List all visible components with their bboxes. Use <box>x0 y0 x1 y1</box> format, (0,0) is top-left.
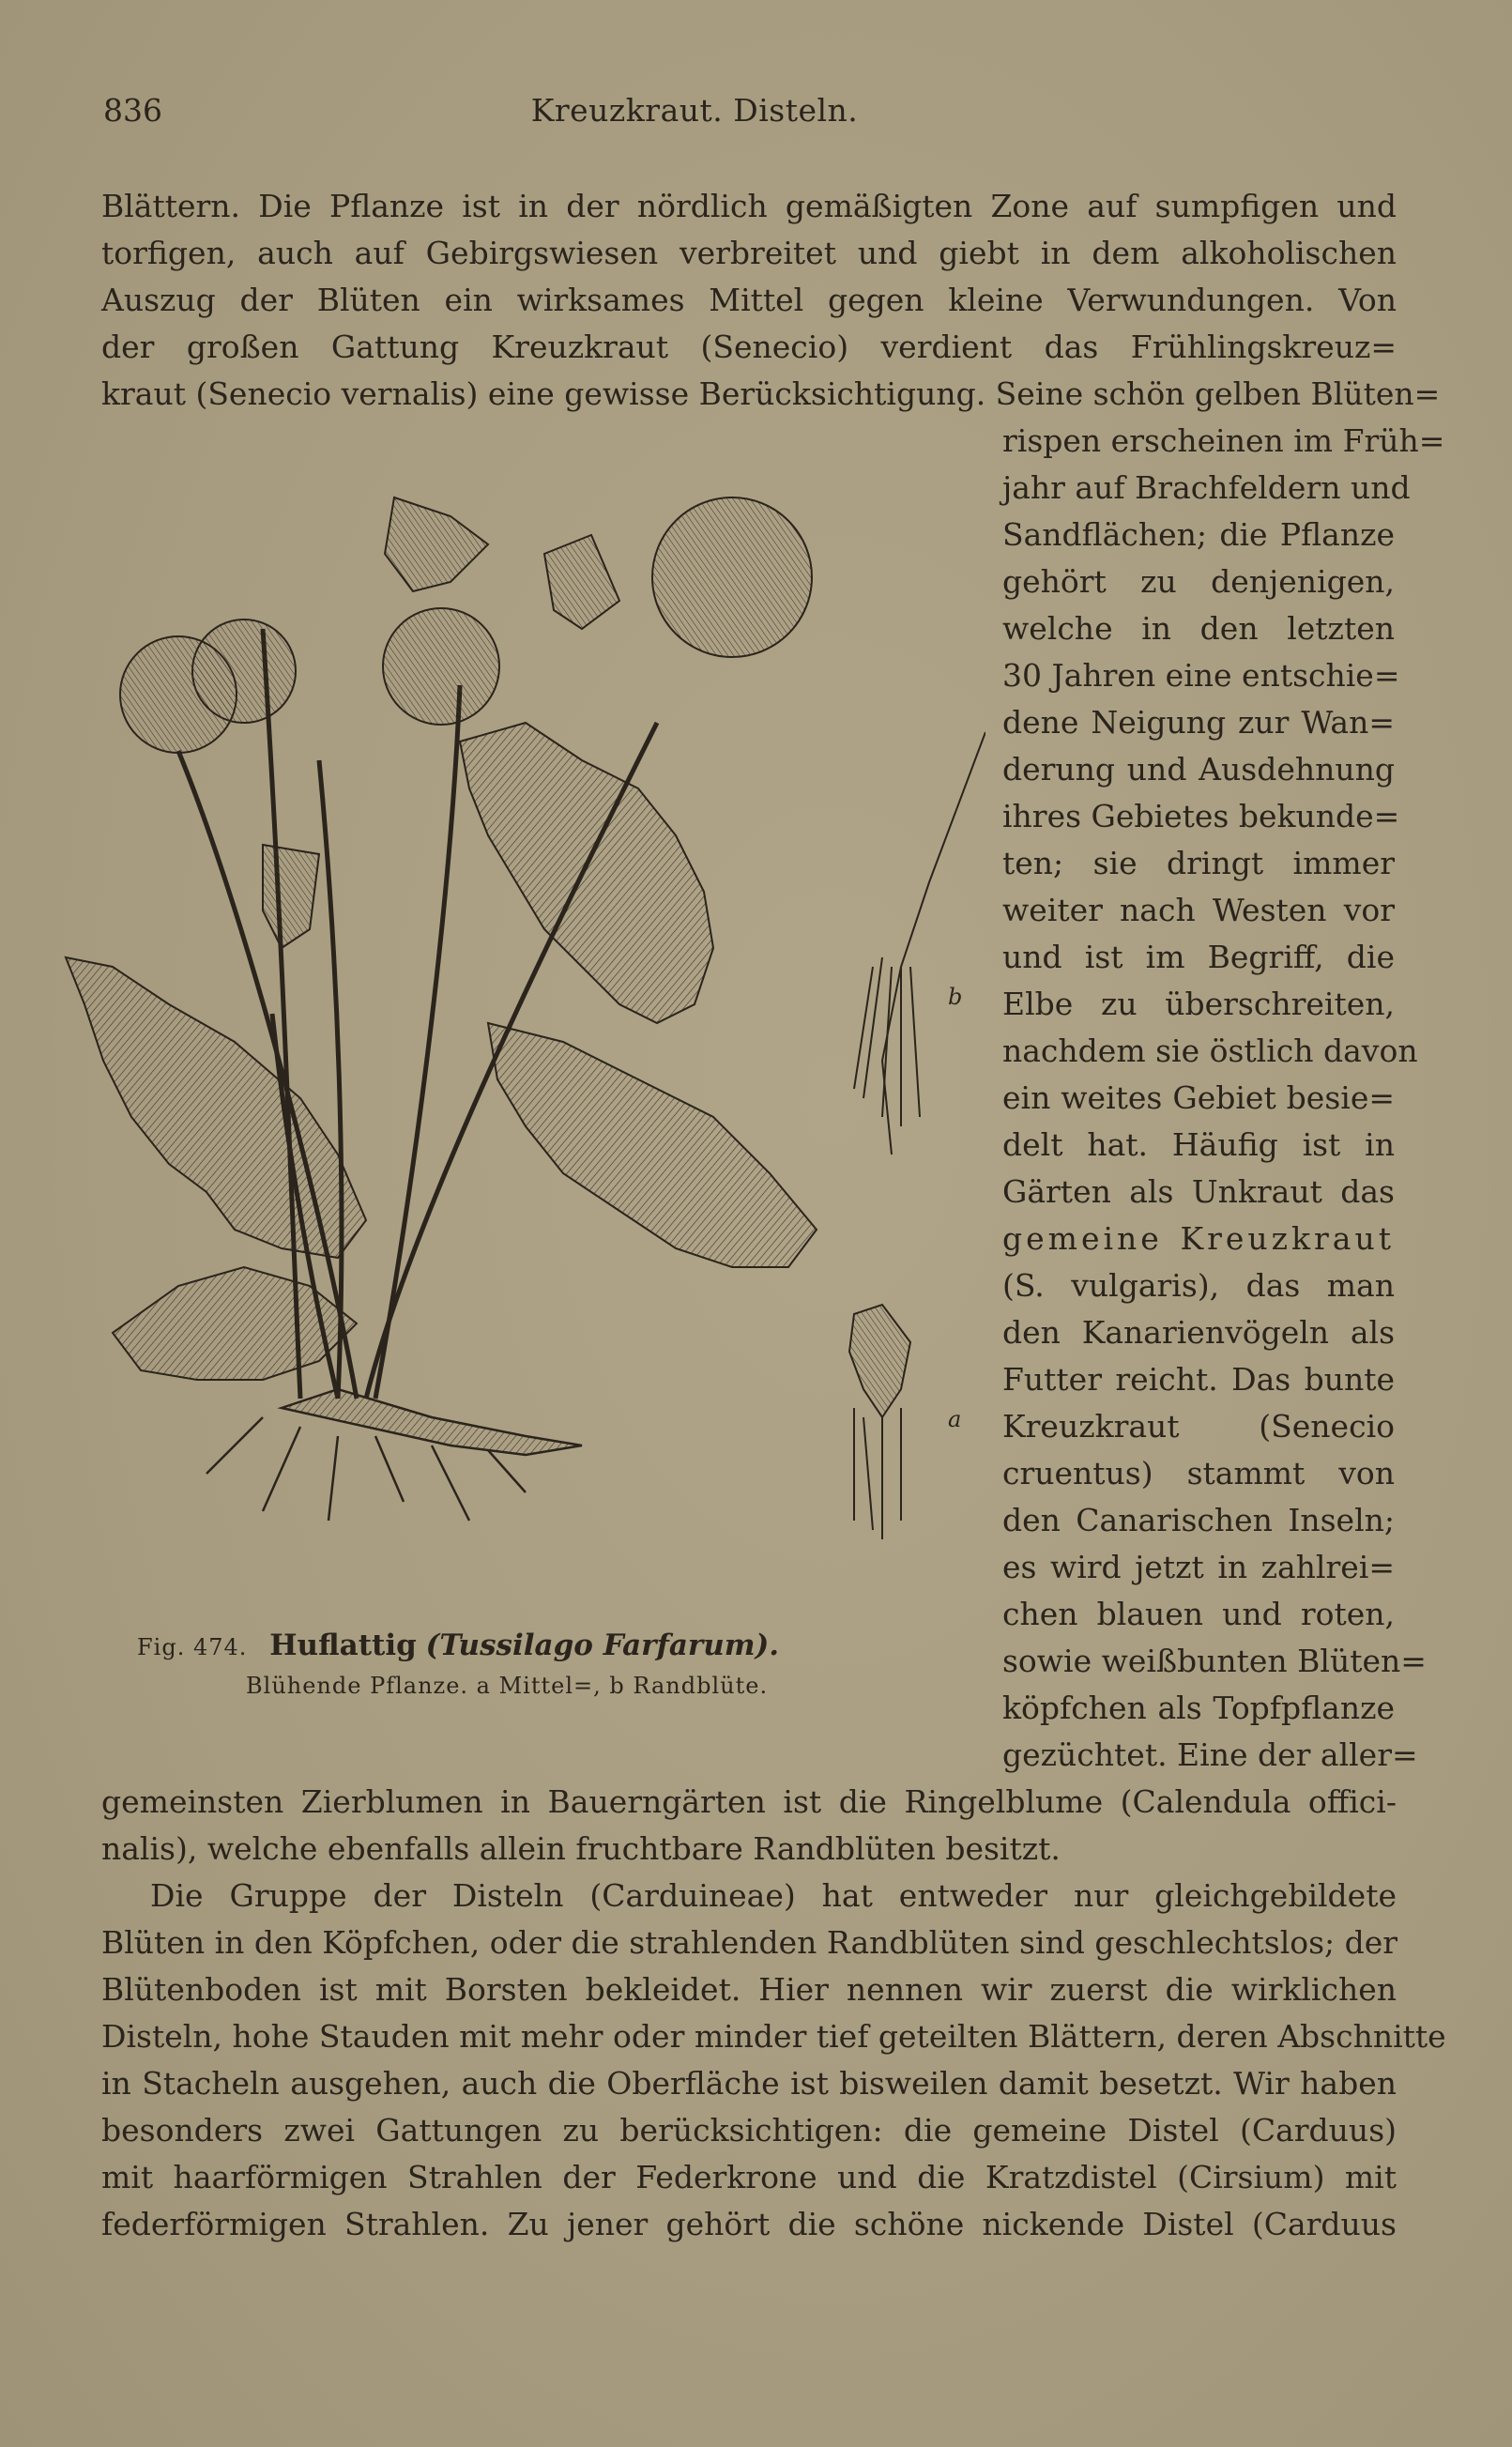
text-line: Elbe zu überschreiten, <box>1002 986 1395 1022</box>
text-line: gemeinsten Zierblumen in Bauerngärten ist die Ringelblume (Calendula offici- <box>101 1783 1397 1820</box>
page-header <box>103 92 1398 139</box>
figure-latin-name: (Tussilago Farfarum). <box>425 1629 780 1662</box>
text-line: in Stacheln ausgehen, auch die Oberfläche ist bisweilen damit besetzt. Wir haben <box>101 2065 1397 2102</box>
text-line: cruentus) stammt von <box>1002 1455 1395 1491</box>
text-line: 30 Jahren eine entschie= <box>1002 657 1400 694</box>
text-line: chen blauen und roten, <box>1002 1596 1395 1632</box>
figure-caption <box>137 1629 779 1662</box>
text-line: Kreuzkraut (Senecio <box>1002 1408 1395 1445</box>
text-line: federförmigen Strahlen. Zu jener gehört die schöne nickende Distel (Carduus <box>101 2206 1397 2242</box>
text-line: gemeine Kreuzkraut <box>1002 1220 1395 1257</box>
figure-name: Huflattig <box>269 1629 417 1662</box>
text-line: der großen Gattung Kreuzkraut (Senecio) verdient das Frühlingskreuz= <box>101 329 1397 365</box>
ray-floret-detail <box>854 732 985 1155</box>
text-line: jahr auf Brachfeldern und <box>1002 469 1411 506</box>
text-line: Die Gruppe der Disteln (Carduineae) hat entweder nur gleichgebildete <box>150 1877 1397 1914</box>
text-line: sowie weißbunten Blüten= <box>1002 1643 1427 1679</box>
text-line: derung und Ausdehnung <box>1002 751 1395 788</box>
text-line: ten; sie dringt immer <box>1002 845 1395 881</box>
text-line: kraut (Senecio vernalis) eine gewisse Berücksichtigung. Seine schön gelben Blüten= <box>101 375 1441 412</box>
text-line: (S. vulgaris), das man <box>1002 1267 1395 1304</box>
figure-label-a: a <box>948 1406 962 1432</box>
text-line: nachdem sie östlich davon <box>1002 1032 1418 1069</box>
text-line: besonders zwei Gattungen zu berücksichtigen: die gemeine Distel (Carduus) <box>101 2112 1397 2149</box>
figure-number: Fig. 474. <box>137 1634 248 1660</box>
text-line: den Canarischen Inseln; <box>1002 1502 1395 1538</box>
text-line: köpfchen als Topfpflanze <box>1002 1690 1395 1726</box>
roots <box>206 1389 582 1521</box>
text-line: Blättern. Die Pflanze ist in der nördlich gemäßigten Zone auf sumpfigen und <box>101 188 1397 224</box>
text-line: Futter reicht. Das bunte <box>1002 1361 1395 1398</box>
text-line: welche in den letzten <box>1002 610 1395 647</box>
running-title: Kreuzkraut. Disteln. <box>530 92 859 129</box>
text-line: Gärten als Unkraut das <box>1002 1173 1395 1210</box>
text-line: delt hat. Häufig ist in <box>1002 1126 1395 1163</box>
text-line: gehört zu denjenigen, <box>1002 563 1395 600</box>
text-line: rispen erscheinen im Früh= <box>1002 422 1445 459</box>
disc-floret-detail <box>849 1305 910 1539</box>
text-line: Disteln, hohe Stauden mit mehr oder minder tief geteilten Blättern, deren Abschnitte <box>101 2018 1446 2055</box>
text-line: weiter nach Westen vor <box>1002 892 1395 928</box>
text-line: Blütenboden ist mit Borsten bekleidet. Hier nennen wir zuerst die wirklichen <box>101 1971 1397 2008</box>
text-line: den Kanarienvögeln als <box>1002 1314 1395 1351</box>
figure-subcaption: Blühende Pflanze. a Mittel=, b Randblüte. <box>246 1673 769 1699</box>
page-number: 836 <box>103 92 162 129</box>
text-line: Sandflächen; die Pflanze <box>1002 516 1395 553</box>
text-line: ein weites Gebiet besie= <box>1002 1079 1395 1116</box>
text-line: gezüchtet. Eine der aller= <box>1002 1736 1418 1773</box>
text-line: torfigen, auch auf Gebirgswiesen verbreitet und giebt in dem alkoholischen <box>101 235 1397 271</box>
text-line: Auszug der Blüten ein wirksames Mittel gegen kleine Verwundungen. Von <box>101 282 1397 318</box>
text-line: dene Neigung zur Wan= <box>1002 704 1395 741</box>
text-line: es wird jetzt in zahlrei= <box>1002 1549 1395 1585</box>
text-line: nalis), welche ebenfalls allein fruchtbare Randblüten besitzt. <box>101 1830 1061 1867</box>
text-line: mit haarförmigen Strahlen der Federkrone und die Kratzdistel (Cirsium) mit <box>101 2159 1397 2195</box>
text-line: und ist im Begriff, die <box>1002 939 1395 975</box>
figure-label-b: b <box>948 984 963 1010</box>
text-line: ihres Gebietes bekunde= <box>1002 798 1400 834</box>
text-line: Blüten in den Köpfchen, oder die strahlenden Randblüten sind geschlechtslos; der <box>101 1924 1398 1961</box>
coltsfoot-illustration <box>56 441 985 1624</box>
leaf-shapes <box>66 723 817 1380</box>
